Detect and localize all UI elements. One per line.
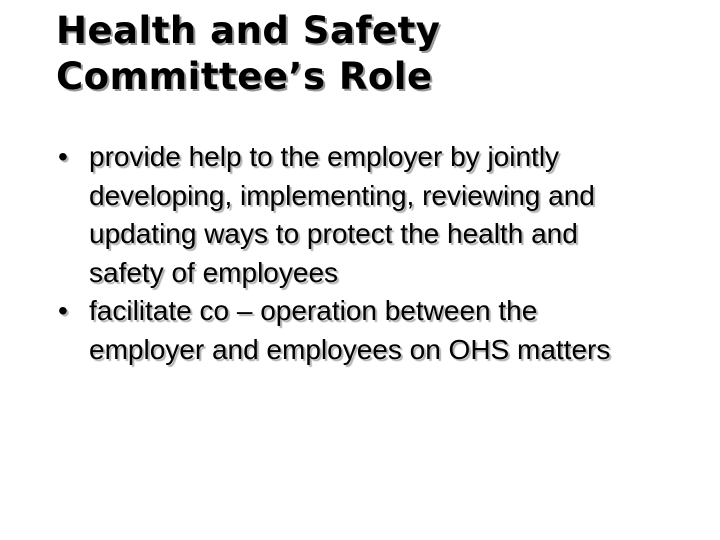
bullet-item — [56, 138, 656, 292]
slide-title — [56, 8, 656, 100]
bullet-text: facilitate co – operation between the employer and employees on OHS matters — [89, 295, 611, 365]
slide-title-line-1: Health and Safety — [56, 9, 441, 52]
bullet-list — [56, 138, 656, 369]
bullet-icon: • — [58, 295, 68, 326]
bullet-item — [56, 292, 656, 369]
bullet-text: provide help to the employer by jointly developing, implementing, reviewing and updating ways to protect the health and safety of employees — [89, 141, 595, 288]
slide-title-line-2: Committee’s Role — [56, 55, 433, 98]
bullet-icon: • — [58, 141, 68, 172]
